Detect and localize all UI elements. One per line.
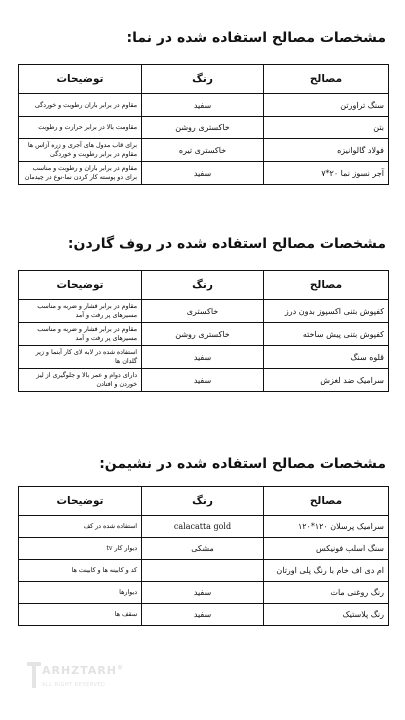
material-header: مصالح bbox=[264, 487, 389, 516]
table-row bbox=[19, 560, 389, 582]
table-row bbox=[19, 94, 389, 117]
material-cell: سنگ تراورتن bbox=[264, 94, 389, 117]
material-cell: ام دی اف خام با رنگ پلی اورتان bbox=[264, 560, 389, 582]
facade-heading: مشخصات مصالح استفاده شده در نما: bbox=[126, 30, 386, 46]
registered-mark: ® bbox=[117, 664, 125, 672]
table-row bbox=[19, 516, 389, 538]
table-row bbox=[19, 323, 389, 346]
roof-garden-heading: مشخصات مصالح استفاده شده در روف گاردن: bbox=[67, 236, 386, 252]
description-header: توضیحات bbox=[19, 487, 142, 516]
description-cell: دیوارها bbox=[19, 582, 142, 604]
color-header: رنگ bbox=[142, 487, 264, 516]
living-room-section bbox=[18, 456, 388, 619]
table-row bbox=[19, 117, 389, 139]
table-row bbox=[19, 162, 389, 185]
description-cell: مقاوم در برابر باران و رطوبت و مناسب برای دو پوسته کار کردن نما-نوع در چیدمان bbox=[19, 162, 142, 185]
color-cell: سفید bbox=[142, 94, 264, 117]
description-cell: دیوار کار tv bbox=[19, 538, 142, 560]
description-cell: سقف ها bbox=[19, 604, 142, 626]
facade-table bbox=[18, 64, 389, 185]
color-cell: خاکستری bbox=[142, 300, 264, 323]
table-header-row bbox=[19, 271, 389, 300]
table-row bbox=[19, 538, 389, 560]
table-row bbox=[19, 604, 389, 626]
description-cell: دارای دوام و عمر بالا و جلوگیری از لیز خوردن و افتادن bbox=[19, 369, 142, 392]
color-cell: سفید bbox=[142, 369, 264, 392]
material-cell: سرامیک ضد لغزش bbox=[264, 369, 389, 392]
description-cell: کد و کابینه ها و کابینت ها bbox=[19, 560, 142, 582]
color-cell: سفید bbox=[142, 582, 264, 604]
material-cell: قلوه سنگ bbox=[264, 346, 389, 369]
color-header: رنگ bbox=[142, 271, 264, 300]
living-room-heading: مشخصات مصالح استفاده شده در نشیمن: bbox=[99, 456, 386, 472]
table-row bbox=[19, 300, 389, 323]
material-cell: بتن bbox=[264, 117, 389, 139]
description-header: توضیحات bbox=[19, 65, 142, 94]
living-room-table bbox=[18, 486, 389, 626]
color-cell: خاکستری تیره bbox=[142, 139, 264, 162]
description-header: توضیحات bbox=[19, 271, 142, 300]
roof-garden-section bbox=[18, 236, 388, 388]
description-cell: مقاومت بالا در برابر حرارت و رطوبت bbox=[19, 117, 142, 139]
table-row bbox=[19, 369, 389, 392]
watermark-name: ARHZTARH® bbox=[42, 664, 125, 677]
material-cell: فولاد گالوانیزه bbox=[264, 139, 389, 162]
description-cell: مقاوم در برابر فشار و ضربه و مناسب مسیرهای پر رفت و آمد bbox=[19, 300, 142, 323]
material-cell: آجر نسوز نما ۲۰*۷ bbox=[264, 162, 389, 185]
description-cell: مقاوم در برابر فشار و ضربه و مناسب مسیرهای پر رفت و آمد bbox=[19, 323, 142, 346]
table-header-row bbox=[19, 487, 389, 516]
table-header-row bbox=[19, 65, 389, 94]
logo-mark-icon bbox=[26, 660, 42, 690]
description-cell: برای قاب مدول های آجری و زره آزاس ها مقاوم در برابر رطوبت و خوردگی bbox=[19, 139, 142, 162]
table-row bbox=[19, 582, 389, 604]
color-cell bbox=[142, 560, 264, 582]
color-cell: خاکستری روشن bbox=[142, 117, 264, 139]
watermark-subtitle: ALL RIGHT RESERVED bbox=[42, 682, 106, 688]
color-cell: مشکی bbox=[142, 538, 264, 560]
color-cell: سفید bbox=[142, 162, 264, 185]
description-cell: مقاوم در برابر باران رطوبت و خوردگی bbox=[19, 94, 142, 117]
material-header: مصالح bbox=[264, 271, 389, 300]
table-row bbox=[19, 139, 389, 162]
material-cell: کفپوش بتنی اکسپوز بدون درز bbox=[264, 300, 389, 323]
color-cell: سفید bbox=[142, 604, 264, 626]
roof-garden-table bbox=[18, 270, 389, 392]
table-row bbox=[19, 346, 389, 369]
material-cell: سرامیک پرسلان ۱۲۰*۱۲۰ bbox=[264, 516, 389, 538]
description-cell: استفاده شده در لابه لای کار آبنما و زیر گلدان ها bbox=[19, 346, 142, 369]
color-cell: خاکستری روشن bbox=[142, 323, 264, 346]
color-header: رنگ bbox=[142, 65, 264, 94]
material-cell: سنگ اسلب فونیکس bbox=[264, 538, 389, 560]
material-header: مصالح bbox=[264, 65, 389, 94]
material-cell: رنگ روغنی مات bbox=[264, 582, 389, 604]
color-cell: سفید bbox=[142, 346, 264, 369]
facade-section bbox=[18, 30, 388, 181]
description-cell: استفاده شده در کف bbox=[19, 516, 142, 538]
material-cell: رنگ پلاستیک bbox=[264, 604, 389, 626]
material-cell: کفپوش بتنی پیش ساخته bbox=[264, 323, 389, 346]
color-cell: calacatta gold bbox=[142, 516, 264, 538]
